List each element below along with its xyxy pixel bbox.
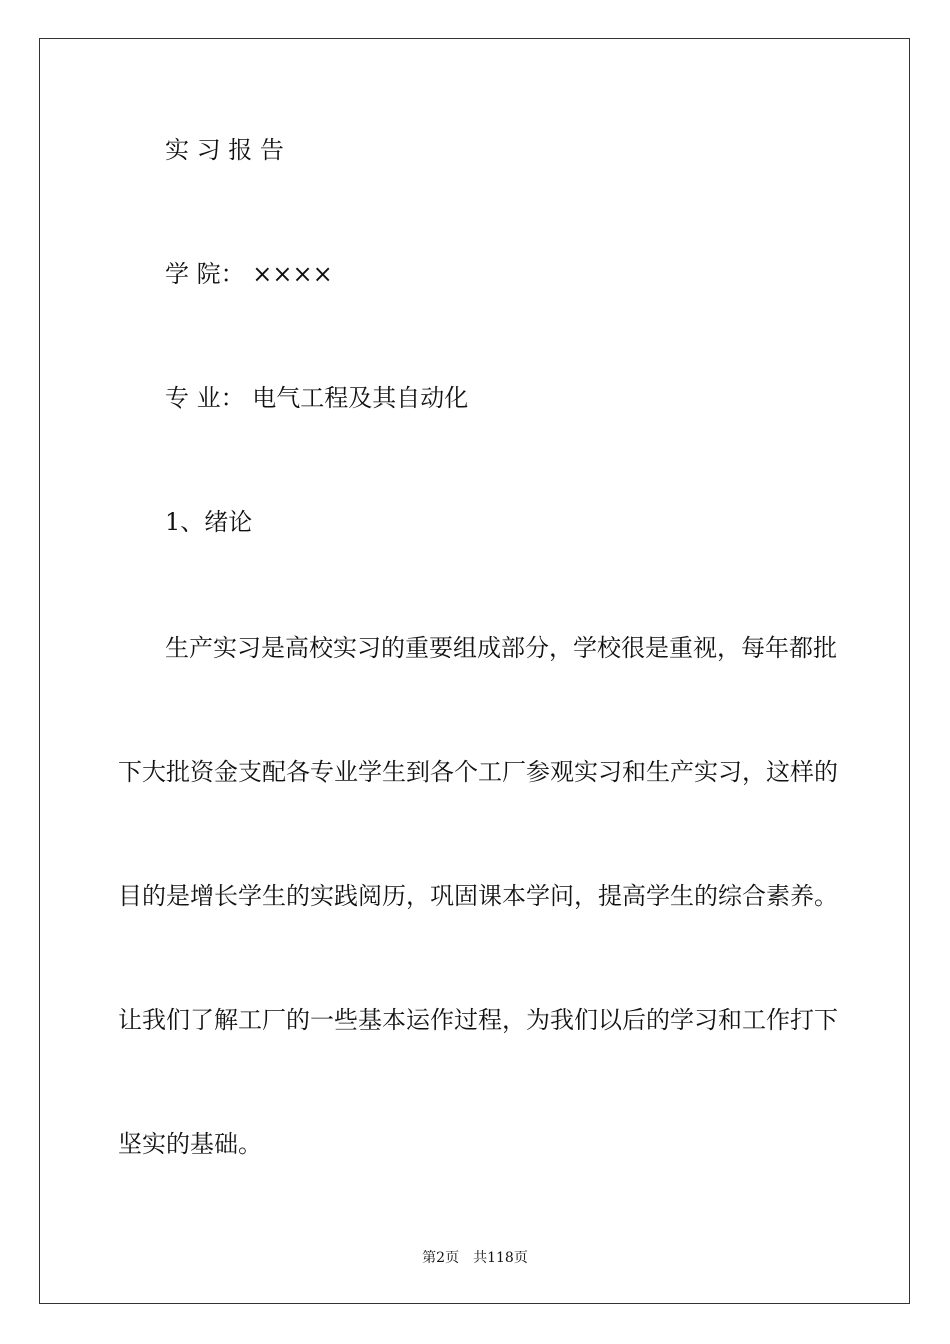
report-title: 实 习 报 告	[165, 136, 284, 164]
major-line: 专 业： 电气工程及其自动化	[165, 384, 469, 412]
total-pages: 共118页	[473, 1250, 528, 1266]
paragraph-line-4: 让我们了解工厂的一些基本运作过程，为我们以后的学习和工作打下	[118, 1006, 838, 1034]
paragraph-line-2: 下大批资金支配各专业学生到各个工厂参观实习和生产实习，这样的	[118, 758, 838, 786]
college-line: 学 院： ××××	[165, 260, 333, 288]
page-footer	[0, 1247, 950, 1267]
paragraph-line-1: 生产实习是高校实习的重要组成部分，学校很是重视，每年都批	[165, 634, 837, 662]
page-frame	[39, 38, 910, 1304]
page-number: 第2页	[422, 1250, 460, 1266]
section-heading: 1、绪论	[165, 508, 253, 536]
paragraph-line-5: 坚实的基础。	[118, 1130, 262, 1158]
paragraph-line-3: 目的是增长学生的实践阅历，巩固课本学问，提高学生的综合素养。	[118, 882, 838, 910]
